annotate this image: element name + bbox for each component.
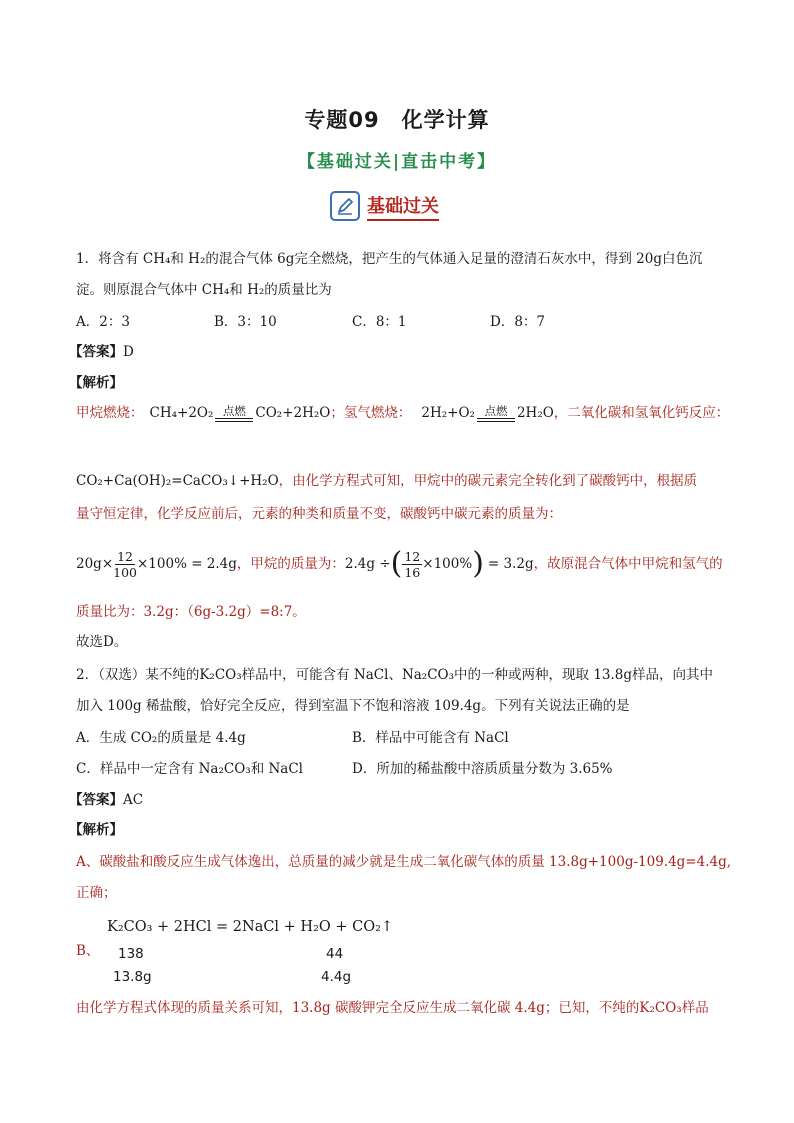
section-badge [330, 190, 439, 222]
answer-value: D [123, 344, 134, 360]
answer-value: AC [123, 792, 144, 808]
q1-line-b [76, 472, 697, 490]
q1-answer [69, 343, 134, 361]
q1-option-a: A．2：3 [76, 314, 130, 330]
q2-last-line: 由化学方程式体现的质量关系可知，13.8g 碳酸钾完全反应生成二氧化碳 4.4g；已知，不纯的K₂CO₃样品 [76, 1000, 709, 1016]
q2-b-label: B、 [76, 943, 100, 959]
answer-label: 【答案】 [69, 344, 123, 360]
q2-option-a: A．生成 CO₂的质量是 4.4g [76, 730, 246, 746]
q2-answer [69, 791, 143, 809]
calc2-fraction [402, 549, 422, 580]
q1-option-d: D．8：7 [490, 314, 546, 330]
calc1-a: 20g× [76, 556, 114, 572]
eq-methane [150, 404, 331, 422]
q1-line-b-text: ，由化学方程式可知，甲烷中的碳元素完全转化到了碳酸钙中，根据质 [278, 473, 698, 489]
calc1-num: 12 [117, 548, 134, 564]
q2-a-line2: 正确； [76, 885, 117, 901]
q1-choose: 故选D。 [76, 634, 128, 650]
answer-label: 【答案】 [69, 792, 123, 808]
eq2-left: 2H₂+O₂ [421, 405, 475, 421]
page-title: 专题09 化学计算 [304, 108, 490, 132]
eq1-left: CH₄+2O₂ [149, 405, 214, 421]
q1-line2: 淀。则原混合气体中 CH₄和 H₂的质量比为 [76, 282, 332, 298]
q1-calc-line: 20g× $\frac{12}{100}$ ×100% = 2.4g ，甲烷的质量为： 2.4g ÷ ( $\frac{12}{16}$ ×100% ) = 3.2g ，故原混合气体中甲烷和氢气的 [76, 546, 723, 581]
page-subtitle: 【基础过关|直击中考】 [297, 152, 497, 172]
calc1-den: 100 [113, 564, 137, 580]
co2-reaction-label: ，二氧化碳和氢氧化钙反应： [553, 405, 730, 421]
calc2-c: = 3.2g [487, 556, 534, 572]
q2-option-c: C．样品中一定含有 Na₂CO₃和 NaCl [76, 761, 304, 777]
q1-option-c: C．8：1 [352, 314, 407, 330]
pencil-edit-icon [330, 191, 360, 221]
q2-b-value-k2co3: 13.8g [113, 969, 152, 985]
eq-hydrogen [421, 404, 553, 422]
eq1-right: CO₂+2H₂O [255, 405, 331, 421]
calc1-fraction [113, 549, 137, 580]
q1-option-b: B．3：10 [214, 314, 277, 330]
methane-label: 甲烷燃烧： [76, 405, 144, 421]
eq2-condition: 点燃 [484, 403, 508, 418]
q2-option-b: B．样品中可能含有 NaCl [352, 730, 509, 746]
calc2-den: 16 [404, 564, 421, 580]
q2-line2: 加入 100g 稀盐酸，恰好完全反应，得到室温下不饱和溶液 109.4g。下列有关说法正确的是 [76, 698, 630, 714]
badge-label: 基础过关 [367, 192, 439, 221]
q1-equation-line [76, 404, 729, 422]
hydrogen-label: ；氢气燃烧： [330, 405, 412, 421]
calc2-a: 2.4g ÷ [344, 556, 391, 572]
q1-ratio: 质量比为：3.2g：（6g-3.2g）=8:7。 [76, 604, 306, 620]
q2-b-equation: K₂CO₃ + 2HCl = 2NaCl + H₂O + CO₂↑ [107, 919, 394, 935]
q1-line-c: 量守恒定律，化学反应前后，元素的种类和质量不变，碳酸钙中碳元素的质量为： [76, 506, 562, 522]
eq1-condition: 点燃 [222, 403, 246, 418]
calc2-num: 12 [404, 548, 421, 564]
q2-b-mass-k2co3: 138 [118, 946, 144, 962]
q2-analysis-label: 【解析】 [69, 822, 123, 838]
q2-a-line1: A、碳酸盐和酸反应生成气体逸出，总质量的减少就是生成二氧化碳气体的质量 13.8g+100g-109.4g=4.4g, [76, 854, 732, 870]
q1-line1: 1．将含有 CH₄和 H₂的混合气体 6g完全燃烧，把产生的气体通入足量的澄清石灰水中，得到 20g白色沉 [76, 251, 703, 267]
q2-line1: 2．（双选）某不纯的K₂CO₃样品中，可能含有 NaCl、Na₂CO₃中的一种或两种，现取 13.8g样品，向其中 [76, 667, 714, 683]
q2-option-d: D．所加的稀盐酸中溶质质量分数为 3.65% [352, 761, 613, 777]
calc1-b: ×100% = 2.4g [137, 556, 237, 572]
methane-mass-label: ，甲烷的质量为： [236, 556, 345, 572]
q2-b-value-co2: 4.4g [321, 969, 352, 985]
eq2-right: 2H₂O [516, 405, 554, 421]
q1-tail: ，故原混合气体中甲烷和氢气的 [533, 556, 723, 572]
q1-analysis-label: 【解析】 [69, 375, 123, 391]
eq-calcium: CO₂+Ca(OH)₂=CaCO₃↓+H₂O [76, 473, 279, 489]
q2-b-mass-co2: 44 [326, 946, 344, 962]
calc2-b: ×100% [422, 556, 473, 572]
